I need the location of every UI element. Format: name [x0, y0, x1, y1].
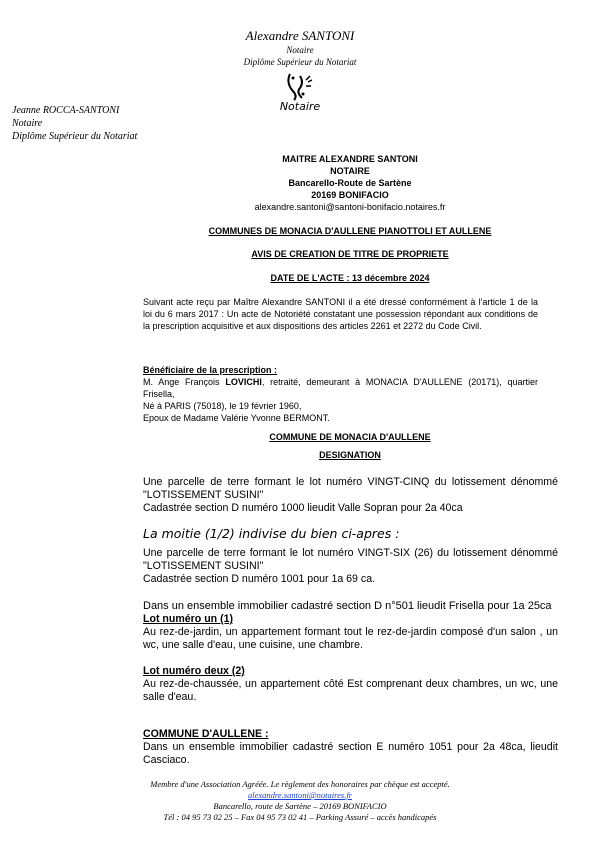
date-title: DATE DE L'ACTE : 13 décembre 2024: [270, 273, 430, 283]
notary-diploma: Diplôme Supérieur du Notariat: [243, 57, 357, 67]
office-email: alexandre.santoni@santoni-bonifacio.notaires.fr: [254, 202, 446, 212]
office-line-2: NOTAIRE: [330, 166, 370, 176]
office-address: [140, 153, 560, 213]
beneficiary-line-3: Epoux de Madame Valérie Yvonne BERMONT.: [143, 413, 330, 423]
lot-2-heading: Lot numéro deux (2): [143, 665, 245, 677]
lot-1-heading: Lot numéro un (1): [143, 613, 234, 625]
beneficiary-heading: Bénéficiaire de la prescription :: [143, 365, 278, 375]
beneficiary-line-2: Né à PARIS (75018), le 19 février 1960,: [143, 401, 302, 411]
avis-title: AVIS DE CREATION DE TITRE DE PROPRIETE: [251, 249, 449, 259]
ensemble-line: Dans un ensemble immobilier cadastré section D n°501 lieudit Frisella pour 1a 25ca: [143, 600, 552, 612]
parcel-2-line-1: Une parcelle de terre formant le lot numéro VINGT-SIX (26) du lotissement dénommé "LOTISSEMENT SUSINI": [143, 547, 558, 572]
parcel-1: [143, 476, 558, 515]
footer-email-link[interactable]: alexandre.santoni@notaires.fr: [248, 790, 352, 800]
intro-paragraph: Suivant acte reçu par Maître Alexandre SANTONI il a été dressé conformément à l'article 1 de la loi du 6 mars 2017 : Un acte de Notoriété constatant une possession répondant aux conditions de la prescription acquisitive et aux dispositions des articles 2261 et 2272 du Code Civil.: [143, 297, 538, 332]
parcel-1-line-2: Cadastrée section D numéro 1000 lieudit Valle Sopran pour 2a 40ca: [143, 502, 463, 514]
parcel-1-line-1: Une parcelle de terre formant le lot numéro VINGT-CINQ du lotissement dénommé "LOTISSEMENT SUSINI": [143, 476, 558, 501]
beneficiary-suffix: , retraité, demeurant à MONACIA D'AULLENE (20171), quartier Frisella,: [143, 377, 538, 399]
parcel-2: [143, 547, 558, 586]
beneficiary-prefix: M. Ange François: [143, 377, 226, 387]
associate-title: Notaire: [12, 118, 43, 129]
aullene-block: [143, 728, 558, 767]
associate-name: Jeanne ROCCA-SANTONI: [12, 105, 120, 116]
logo-label: Notaire: [279, 100, 321, 113]
notary-name: Alexandre SANTONI: [245, 28, 355, 43]
aullene-heading: COMMUNE D'AULLENE :: [143, 728, 269, 740]
beneficiary-line-1: [143, 376, 538, 400]
moitie-heading: La moitie (1/2) indivise du bien ci-apres :: [143, 526, 400, 541]
lot-2: [143, 665, 558, 704]
associate-block: [12, 104, 137, 143]
footer-address: Bancarello, route de Sartène – 20169 BONIFACIO: [213, 801, 387, 811]
notaire-logo: [270, 70, 330, 118]
parcel-2-line-2: Cadastrée section D numéro 1001 pour 1a 69 ca.: [143, 573, 376, 585]
designation-heading: DESIGNATION: [319, 450, 381, 460]
beneficiary-block: [143, 364, 538, 424]
notary-title: Notaire: [286, 45, 314, 55]
lot-1: [143, 613, 558, 652]
lot-1-text: Au rez-de-jardin, un appartement formant tout le rez-de-jardin composé d'un salon , un wc, une salle d'eau, une cuisine, une chambre.: [143, 626, 558, 651]
footer: [120, 779, 480, 823]
commune-monacia-heading: COMMUNE DE MONACIA D'AULLENE: [269, 432, 431, 442]
communes-title: COMMUNES DE MONACIA D'AULLENE PIANOTTOLI ET AULLENE: [208, 226, 492, 236]
office-line-4: 20169 BONIFACIO: [311, 190, 389, 200]
beneficiary-surname: LOVICHI: [225, 377, 262, 387]
footer-association: Membre d'une Association Agréée. Le règlement des honoraires par chèque est accepté.: [150, 779, 450, 789]
aullene-text: Dans un ensemble immobilier cadastré section E numéro 1051 pour 2a 48ca, lieudit Casciaco.: [143, 741, 558, 766]
office-line-1: MAITRE ALEXANDRE SANTONI: [282, 154, 418, 164]
associate-diploma: Diplôme Supérieur du Notariat: [12, 131, 138, 142]
office-line-3: Bancarello-Route de Sartène: [288, 178, 412, 188]
lot-2-text: Au rez-de-chaussée, un appartement côté Est comprenant deux chambres, un wc, une salle d'eau.: [143, 678, 558, 703]
footer-contact: Tél : 04 95 73 02 25 – Fax 04 95 73 02 41 – Parking Assuré – accès handicapés: [163, 812, 437, 822]
